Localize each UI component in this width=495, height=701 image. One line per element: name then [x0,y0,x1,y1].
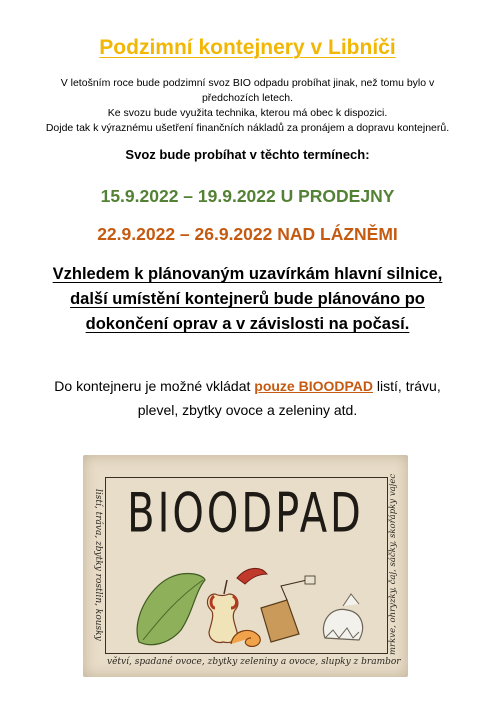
tea-bag-icon [261,576,315,642]
egg-shell-icon [323,594,362,640]
notice-line: Vzhledem k plánovaným uzavírkám hlavní silnice, [52,265,443,283]
notice-line: dokončení oprav a v závislosti na počasí. [85,315,410,333]
poster-bottom-text: větví, spadané ovoce, zbytky zeleniny a ovoce, slupky z brambor [107,657,401,667]
info-text: plevel, zbytky ovoce a zeleniny atd. [137,402,358,418]
date-prodejny: 15.9.2022 – 19.9.2022 U PRODEJNY [100,186,395,206]
intro-line: předchozích letech. [201,92,294,104]
info-highlight: pouze BIOODPAD [254,378,374,394]
poster-right-text: mrkve, ohryzky, čaj, sáčky, skořápky vajec [388,473,398,655]
date-nad-laznemi: 22.9.2022 – 26.9.2022 NAD LÁZNĚMI [97,224,398,244]
organic-waste-illustration [111,550,381,650]
intro-line: Ke svozu bude využita technika, kterou má obec k dispozici. [107,107,388,119]
apple-core-icon [208,580,238,643]
notice-line: další umístění kontejnerů bude plánováno po [70,290,425,308]
schedule-heading: Svoz bude probíhat v těchto termínech: [125,147,370,162]
peel-icon [237,568,267,584]
intro-text [0,76,495,136]
intro-line: V letošním roce bude podzimní svoz BIO odpadu probíhat jinak, než tomu bylo v [60,77,435,89]
leaf-icon [137,574,205,645]
intro-line: Dojde tak k výraznému ušetření finančních nákladů za pronájem a dopravu kontejnerů. [45,122,450,134]
info-text: Do kontejneru je možné vkládat [54,378,255,394]
poster-left-text: listí, tráva, zbytky rostlin, kousky [93,489,103,641]
road-closure-notice [0,262,495,337]
page-title: Podzimní kontejnery v Libníči [99,36,396,59]
info-text: listí, trávu, [373,378,441,394]
poster-title: BIOODPAD [127,483,364,546]
allowed-waste-info [0,374,495,422]
bioodpad-poster [83,455,408,677]
